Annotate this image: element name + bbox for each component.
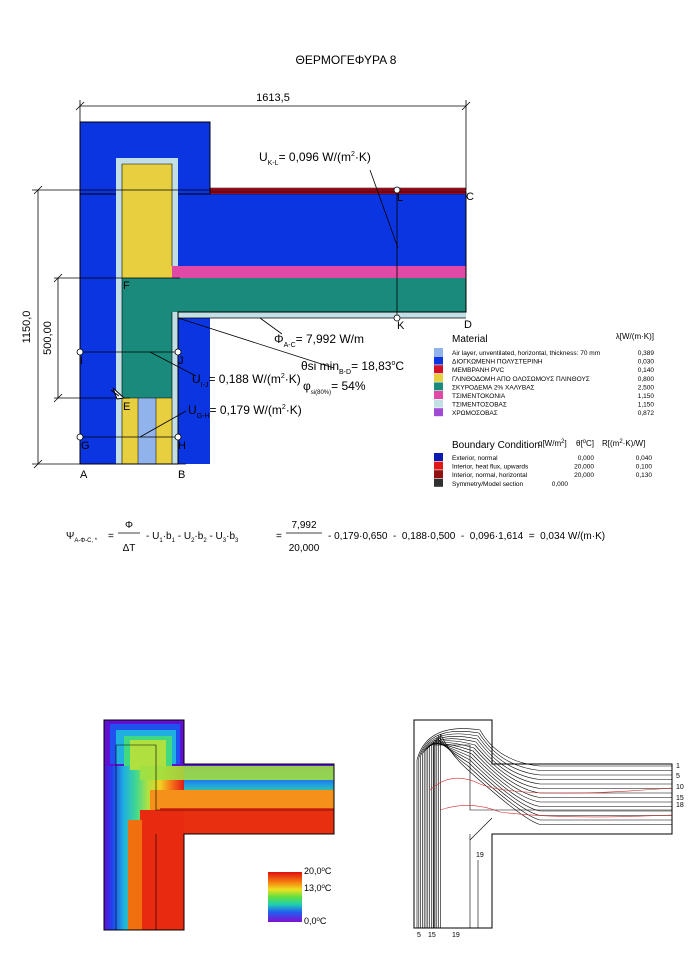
bc-name: Interior, heat flux, upwards [452,463,529,471]
pvc-membrane [210,188,466,194]
point-b: B [178,469,186,481]
material-name: Air layer, unventilated, horizontal, thickness: 70 mm [452,350,601,357]
material-name: ΔΙΟΓΚΩΜΕΝΗ ΠΟΛΥΣΤΕΡΙΝΗ [452,358,543,366]
isotherm-line [433,742,672,928]
legend-title: Material [452,334,488,345]
page-title: ΘΕΡΜΟΓΕΦΥΡΑ 8 [295,53,397,67]
annotation-phi-rh [303,379,366,396]
svg-text:- 0,179·0,650 - 0,188·0,500: - 0,179·0,650 - 0,188·0,500 - 0,096·1,614 = 0,034 W/(m·K) [328,531,606,542]
material-swatch [434,408,443,416]
svg-text:=: = [276,531,282,542]
svg-text:θsi minB-D= 18,83oC: θsi $\min_{B-D}= 18,83^oC$ [301,359,405,376]
material-lambda: 0,800 [637,375,654,383]
isotherm-line [437,738,672,928]
bc-name: Exterior, normal [452,455,498,462]
point-j: J [178,355,184,367]
scale-max: 20,0$^o$C [304,866,332,876]
isotherm-line [424,739,672,928]
brick-upper [122,164,172,278]
iso-label-15: 15 [676,795,684,802]
cement-mortar-band [170,266,466,278]
point-a: A [80,469,88,481]
bc-r: 0,100 [635,463,652,471]
point-k: K [397,320,405,332]
bc-title: Boundary Condition [452,440,540,451]
material-swatch [434,365,443,373]
isotherm-line [430,744,672,928]
svg-text:Φ: Φ [125,520,133,531]
material-swatch [434,348,443,356]
psi-formula [66,520,605,554]
concrete-column [122,278,172,398]
bc-swatch [434,479,443,487]
iso-label-5: 5 [676,773,680,780]
iso-label-b5: 5 [417,932,421,939]
material-swatch [434,391,443,399]
material-swatch [434,374,443,382]
point-e: E [123,401,131,413]
svg-text:ΔT: ΔT [122,543,136,554]
material-name: ΓΛΙΝΘΟΔΟΜΗ ΑΠΟ ΟΛΟΣΩΜΟΥΣ ΠΛΙΝΘΟΥΣ [452,375,590,383]
isotherm-line [422,736,672,928]
isotherm-line [421,734,672,928]
plaster-left-strip [116,158,122,464]
material-lambda: 1,150 [637,401,654,409]
material-name: ΤΣΙΜΕΝΤΟΚΟΝΙΑ [452,393,506,400]
annotation-theta-min [301,359,404,376]
bc-swatch [434,453,443,461]
legend-lambda-header: λ[W/(m·K)] [615,332,654,341]
iso-label-18: 18 [676,802,684,809]
svg-text:- U1·b1 - U2·b2 - U3·b3: - $U_1\cdot b_1 - U_2\cdot b_2 - U_3\cdot b_3$ [146,531,239,544]
svg-text:=: = [108,531,114,542]
iso-label-19: 19 [476,852,484,859]
air-gap [138,398,156,464]
material-lambda: 0,389 [637,350,654,357]
material-swatch [434,400,443,408]
boundary-legend [434,439,652,488]
point-d: D [464,319,472,331]
bc-theta: 0,000 [577,455,594,462]
material-lambda: 2,500 [637,384,654,392]
iso-label-b19: 19 [452,932,460,939]
color-scale [268,866,332,926]
svg-text:UI-J= 0,188 W/(m2·K): $U_{I-J}= 0,188$ $W/(m^2\cdot K)$ [192,372,301,389]
concrete-slab [122,278,466,312]
material-name: ΜΕΜΒΡΑΝΗ PVC [452,367,505,375]
material-name: ΣΚΥΡΟΔΕΜΑ 2% ΧΑΛΥΒΑΣ [452,384,535,392]
isotherm-line [439,736,672,928]
bc-name: Symmetry/Model section [452,480,524,488]
bc-r: 0,040 [635,455,652,462]
svg-text:7,992: 7,992 [291,520,317,531]
material-name: ΧΡΩΜΟΣΟΒΑΣ [452,410,498,418]
dimension-width: 1613,5 [256,92,290,104]
dimension-height: 1150,0 [21,310,33,344]
isotherm-line [440,734,672,928]
svg-text:ΦA-C= 7,992 W/m: $\Phi_{A-C}= 7,992$ W/m [274,332,365,349]
bc-q: 0,000 [551,480,568,488]
bc-theta: 20,000 [574,463,594,471]
annotation-phi [274,332,364,349]
annotation-u-kl [259,150,371,167]
point-l: L [397,192,404,204]
bc-theta: 20,000 [574,472,594,480]
bc-theta-header: θ[$^o$C] [576,439,595,448]
plaster-ceiling-strip [172,312,466,318]
svg-text:20,000: 20,000 [288,543,320,554]
point-i: I [80,355,84,367]
point-h: H [178,440,186,452]
isotherm-line [417,729,672,928]
bc-r-header: $R[(m^2\cdot K)/W]$ [602,439,646,448]
material-lambda: 0,140 [637,367,654,375]
point-f: F [123,280,130,292]
iso-label-b15: 15 [428,932,436,939]
point-g: G [81,440,90,452]
annotation-u-ij [192,372,301,389]
iso-label-1: 1 [676,763,680,770]
plaster-top-strip [116,158,178,164]
material-swatch [434,382,443,390]
isotherm-plot [414,720,672,928]
scale-mid: 13,0$^o$C [304,883,332,893]
material-lambda: 1,150 [637,393,654,400]
scale-min: 0,0$^o$C [304,916,327,926]
svg-text:ΨA-Φ-C, *: $\Psi_{A-\Phi-C, *}$ [66,531,98,544]
svg-text:UK-L= 0,096 W/(m2·K): $U_{K-L}= 0,096$ $W/(m^2\cdot K)$ [259,150,371,167]
plaster-right-strip [172,158,178,266]
iso-label-10: 10 [676,784,684,791]
material-lambda: 0,030 [637,358,654,366]
bc-swatch [434,462,443,470]
bc-r: 0,130 [635,472,652,480]
bc-q-header: $q[W/m^2]$ [538,439,567,448]
material-name: ΤΣΙΜΕΝΤΟΣΟΒΑΣ [452,401,507,409]
isotherm-labels [417,763,684,939]
dimension-height-small: 500,00 [42,321,54,355]
point-c: C [466,191,474,203]
isotherm-line [419,731,672,928]
bc-swatch [434,470,443,478]
svg-text:UG-H= 0,179 W/(m2·K): $U_{G-H}= 0,179$ $W/(m^2\cdot K)$ [188,403,302,420]
material-swatch [434,357,443,365]
material-lambda: 0,872 [637,410,654,418]
bc-name: Interior, normal, horizontal [452,472,528,480]
isotherm-line [431,744,672,928]
material-legend [434,332,654,417]
brick-lower-right [156,398,172,464]
svg-text:φsi(80%)= 54%: $\varphi_{si(80\%)}= 54\%$ [303,379,366,396]
